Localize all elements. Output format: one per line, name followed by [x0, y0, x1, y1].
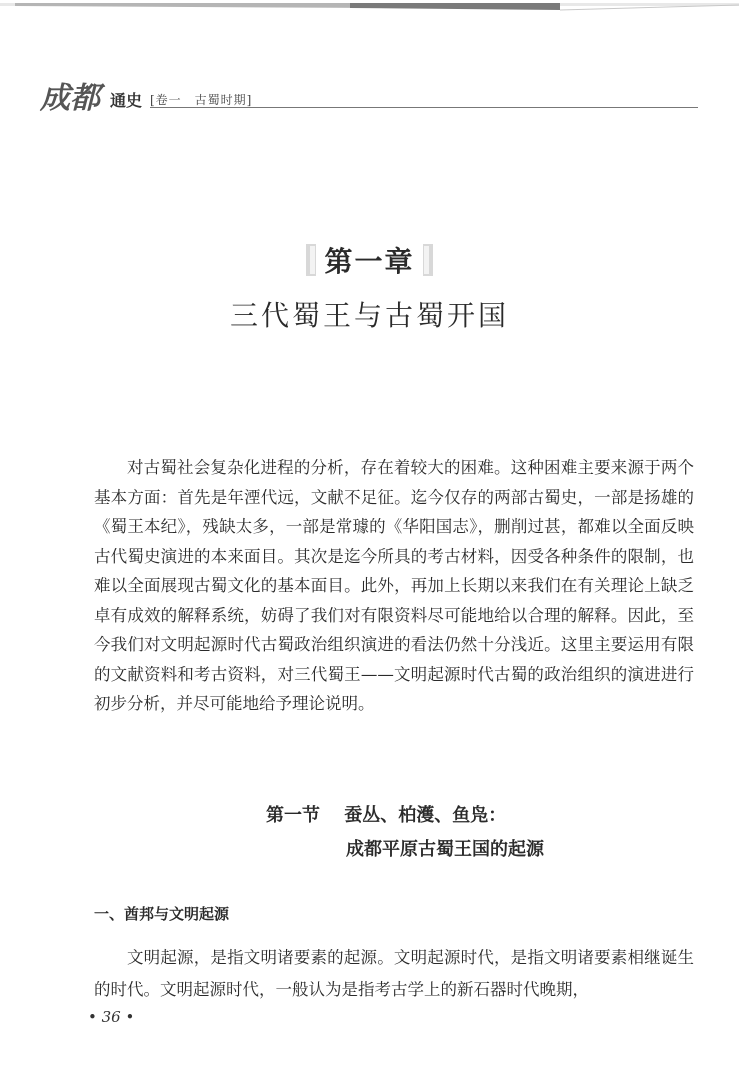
running-header: [38, 74, 698, 118]
body-paragraph: 文明起源，是指文明诸要素的起源。文明起源时代，是指文明诸要素相继诞生的时代。文明起源时代，一般认为是指考古学上的新石器时代晚期，: [94, 948, 694, 999]
section-label: 第一节: [266, 805, 320, 826]
header-rule: [150, 107, 698, 108]
page-top-strip: [0, 0, 739, 12]
right-ornament-icon: [421, 244, 435, 276]
volume-label: [卷一 古蜀时期]: [150, 93, 253, 107]
section-heading: [266, 799, 544, 867]
chapter-label: 第一章: [324, 245, 415, 278]
chapter-title: 三代蜀王与古蜀开国: [229, 299, 509, 332]
section-title-line2: 成都平原古蜀王国的起源: [346, 839, 544, 860]
intro-paragraph: 对古蜀社会复杂化进程的分析，存在着较大的困难。这种困难主要来源于两个基本方面：首先是年湮代远，文献不足征。迄今仅存的两部古蜀史，一部是扬雄的《蜀王本纪》，残缺太多，一部是常璩的《华阳国志》，删削过甚，都难以全面反映古代蜀史演进的本来面目。其次是迄今所具的考古材料，因受各种条件的限制，也难以全面展现古蜀文化的基本面目。此外，再加上长期以来我们在有关理论上缺乏卓有成效的解释系统，妨碍了我们对有限资料尽可能地给以合理的解释。因此，至今我们对文明起源时代古蜀政治组织演进的看法仍然十分浅近。这里主要运用有限的文献资料和考古资料，对三代蜀王——文明起源时代古蜀的政治组织的演进进行初步分析，并尽可能地给予理论说明。: [94, 458, 694, 713]
chengdu-calligraphy-logo: [38, 74, 110, 118]
chapter-heading: [0, 240, 739, 334]
section-title-line1: 蚕丛、柏濩、鱼凫：: [344, 805, 507, 826]
left-ornament-icon: [304, 244, 318, 276]
series-title: 通史: [110, 91, 143, 110]
chapter-label-frame: [304, 240, 434, 280]
subsection-heading: 一、酋邦与文明起源: [94, 905, 230, 923]
svg-text:成都: 成都: [40, 81, 100, 116]
page-number: • 36 •: [88, 1008, 135, 1026]
